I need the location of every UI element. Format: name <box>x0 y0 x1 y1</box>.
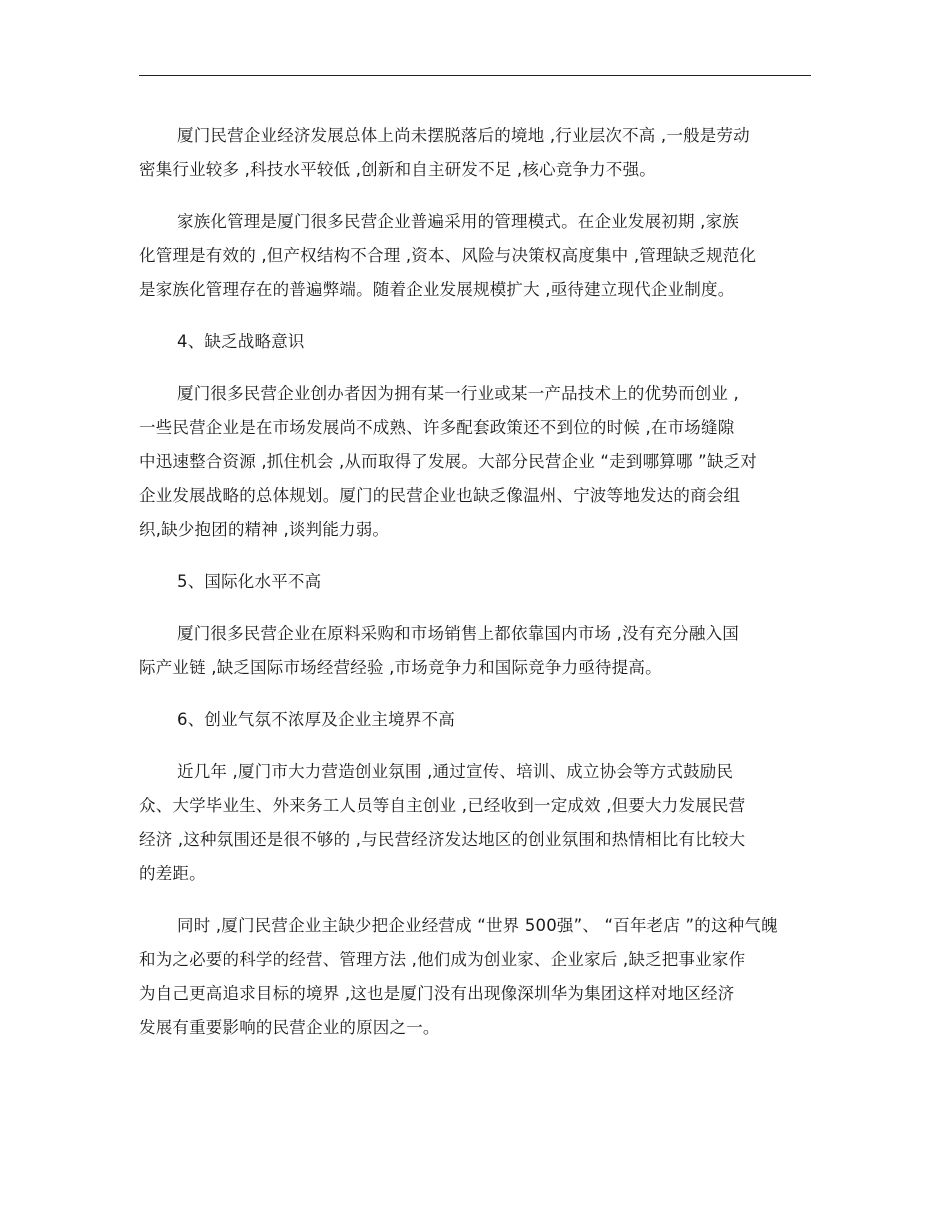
paragraph-line: 是家族化管理存在的普遍弊端。随着企业发展规模扩大 ,亟待建立现代企业制度。 <box>139 280 735 299</box>
paragraph-line: 厦门很多民营企业在原料采购和市场销售上都依靠国内市场 ,没有充分融入国 <box>177 624 739 643</box>
paragraph <box>139 377 804 547</box>
paragraph <box>139 909 804 1045</box>
paragraph <box>139 755 804 891</box>
paragraph-line: 经济 ,这种氛围还是很不够的 ,与民营经济发达地区的创业氛围和热情相比有比较大 <box>139 830 746 849</box>
paragraph-line: 化管理是有效的 ,但产权结构不合理 ,资本、风险与决策权高度集中 ,管理缺乏规范化 <box>139 246 757 265</box>
paragraph <box>139 119 804 187</box>
paragraph-line: 一些民营企业是在市场发展尚不成熟、许多配套政策还不到位的时候 ,在市场缝隙 <box>139 418 735 437</box>
paragraph <box>139 617 804 685</box>
section-heading: 5、国际化水平不高 <box>177 572 322 591</box>
document-body <box>139 119 804 1063</box>
paragraph-line: 企业发展战略的总体规划。厦门的民营企业也缺乏像温州、宁波等地发达的商会组 <box>139 486 741 505</box>
paragraph-line: 厦门民营企业经济发展总体上尚未摆脱落后的境地 ,行业层次不高 ,一般是劳动 <box>177 126 750 145</box>
paragraph-line: 和为之必要的科学的经营、管理方法 ,他们成为创业家、企业家后 ,缺乏把事业家作 <box>139 950 746 969</box>
paragraph-line: 织,缺少抱团的精神 ,谈判能力弱。 <box>139 520 390 539</box>
paragraph-line: 际产业链 ,缺乏国际市场经营经验 ,市场竞争力和国际竞争力亟待提高。 <box>139 658 662 677</box>
paragraph-line: 众、大学毕业生、外来务工人员等自主创业 ,已经收到一定成效 ,但要大力发展民营 <box>139 796 746 815</box>
section-heading: 4、缺乏战略意识 <box>177 332 305 351</box>
section-heading: 6、创业气氛不浓厚及企业主境界不高 <box>177 710 455 729</box>
paragraph <box>139 205 804 307</box>
paragraph-line: 为自己更高追求目标的境界 ,这也是厦门没有出现像深圳华为集团这样对地区经济 <box>139 984 735 1003</box>
paragraph-line: 的差距。 <box>139 864 206 883</box>
paragraph-line: 中迅速整合资源 ,抓住机会 ,从而取得了发展。大部分民营企业 “走到哪算哪 ”缺乏对 <box>139 452 757 471</box>
paragraph-line: 发展有重要影响的民营企业的原因之一。 <box>139 1018 440 1037</box>
paragraph-line: 同时 ,厦门民营企业主缺少把企业经营成 “世界 500强”、 “百年老店 ”的这种气魄 <box>177 916 778 935</box>
paragraph-line: 密集行业较多 ,科技水平较低 ,创新和自主研发不足 ,核心竞争力不强。 <box>139 160 656 179</box>
header-rule <box>139 75 811 76</box>
paragraph-line: 近几年 ,厦门市大力营造创业氛围 ,通过宣传、培训、成立协会等方式鼓励民 <box>177 762 734 781</box>
paragraph-line: 家族化管理是厦门很多民营企业普遍采用的管理模式。在企业发展初期 ,家族 <box>177 212 739 231</box>
paragraph-line: 厦门很多民营企业创办者因为拥有某一行业或某一产品技术上的优势而创业 , <box>177 384 739 403</box>
